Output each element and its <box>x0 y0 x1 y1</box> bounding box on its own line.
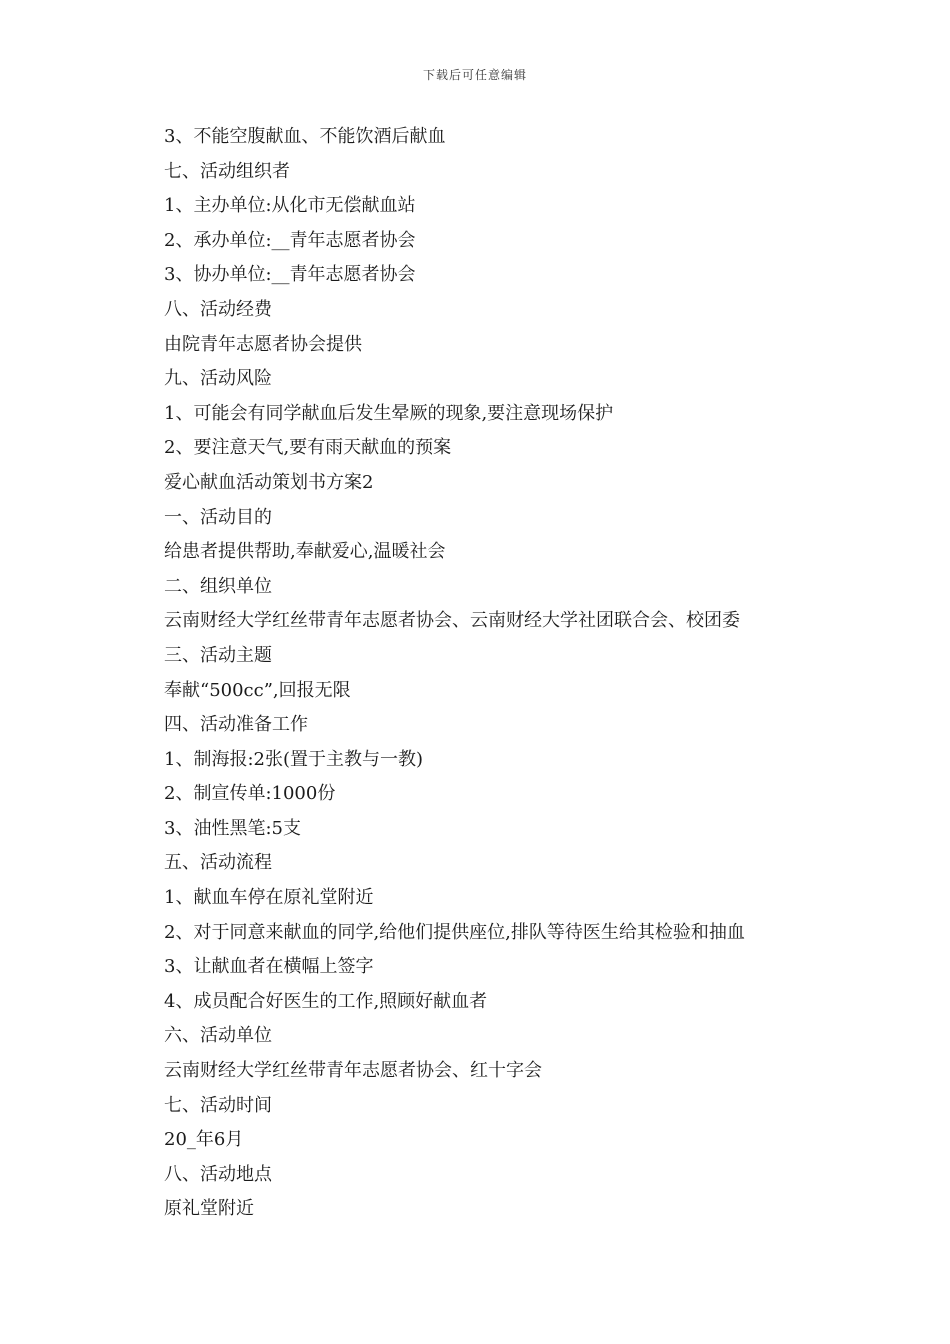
text-line: 3、让献血者在横幅上签字 <box>164 956 374 978</box>
text-line: 原礼堂附近 <box>164 1198 254 1220</box>
text-line: 4、成员配合好医生的工作,照顾好献血者 <box>164 990 488 1012</box>
text-line: 云南财经大学红丝带青年志愿者协会、云南财经大学社团联合会、校团委 <box>164 610 740 632</box>
section-heading: 四、活动准备工作 <box>164 714 308 736</box>
text-line: 3、协办单位:__青年志愿者协会 <box>164 264 416 286</box>
document-body <box>164 120 884 1227</box>
text-line: 给患者提供帮助,奉献爱心,温暖社会 <box>164 541 446 563</box>
text-line: 2、要注意天气,要有雨天献血的预案 <box>164 437 452 459</box>
text-line: 2、对于同意来献血的同学,给他们提供座位,排队等待医生给其检验和抽血 <box>164 921 745 943</box>
header-note: 下载后可任意编辑 <box>422 68 527 82</box>
text-line: 2、制宣传单:1000份 <box>164 783 336 805</box>
text-line: 云南财经大学红丝带青年志愿者协会、红十字会 <box>164 1060 542 1082</box>
section-heading: 五、活动流程 <box>164 852 272 874</box>
section-heading: 二、组织单位 <box>164 575 272 597</box>
section-heading: 七、活动组织者 <box>164 160 290 182</box>
section-heading: 九、活动风险 <box>164 368 272 390</box>
section-heading: 六、活动单位 <box>164 1025 272 1047</box>
text-line: 3、不能空腹献血、不能饮酒后献血 <box>164 126 446 147</box>
document-title: 爱心献血活动策划书方案2 <box>164 471 374 493</box>
text-line: 1、主办单位:从化市无偿献血站 <box>164 195 416 217</box>
text-line: 3、油性黑笔:5支 <box>164 817 301 839</box>
text-line: 2、承办单位:__青年志愿者协会 <box>164 229 416 251</box>
text-line: 1、可能会有同学献血后发生晕厥的现象,要注意现场保护 <box>164 402 614 424</box>
text-line: 奉献“500cc”,回报无限 <box>164 679 351 701</box>
text-line: 1、制海报:2张(置于主教与一教) <box>164 748 424 770</box>
text-line: 由院青年志愿者协会提供 <box>164 333 362 355</box>
section-heading: 八、活动地点 <box>164 1163 272 1185</box>
section-heading: 七、活动时间 <box>164 1094 272 1116</box>
text-line: 1、献血车停在原礼堂附近 <box>164 887 374 909</box>
section-heading: 八、活动经费 <box>164 298 272 320</box>
section-heading: 三、活动主题 <box>164 644 272 666</box>
section-heading: 一、活动目的 <box>164 506 272 528</box>
text-line: 20_年6月 <box>164 1129 244 1151</box>
